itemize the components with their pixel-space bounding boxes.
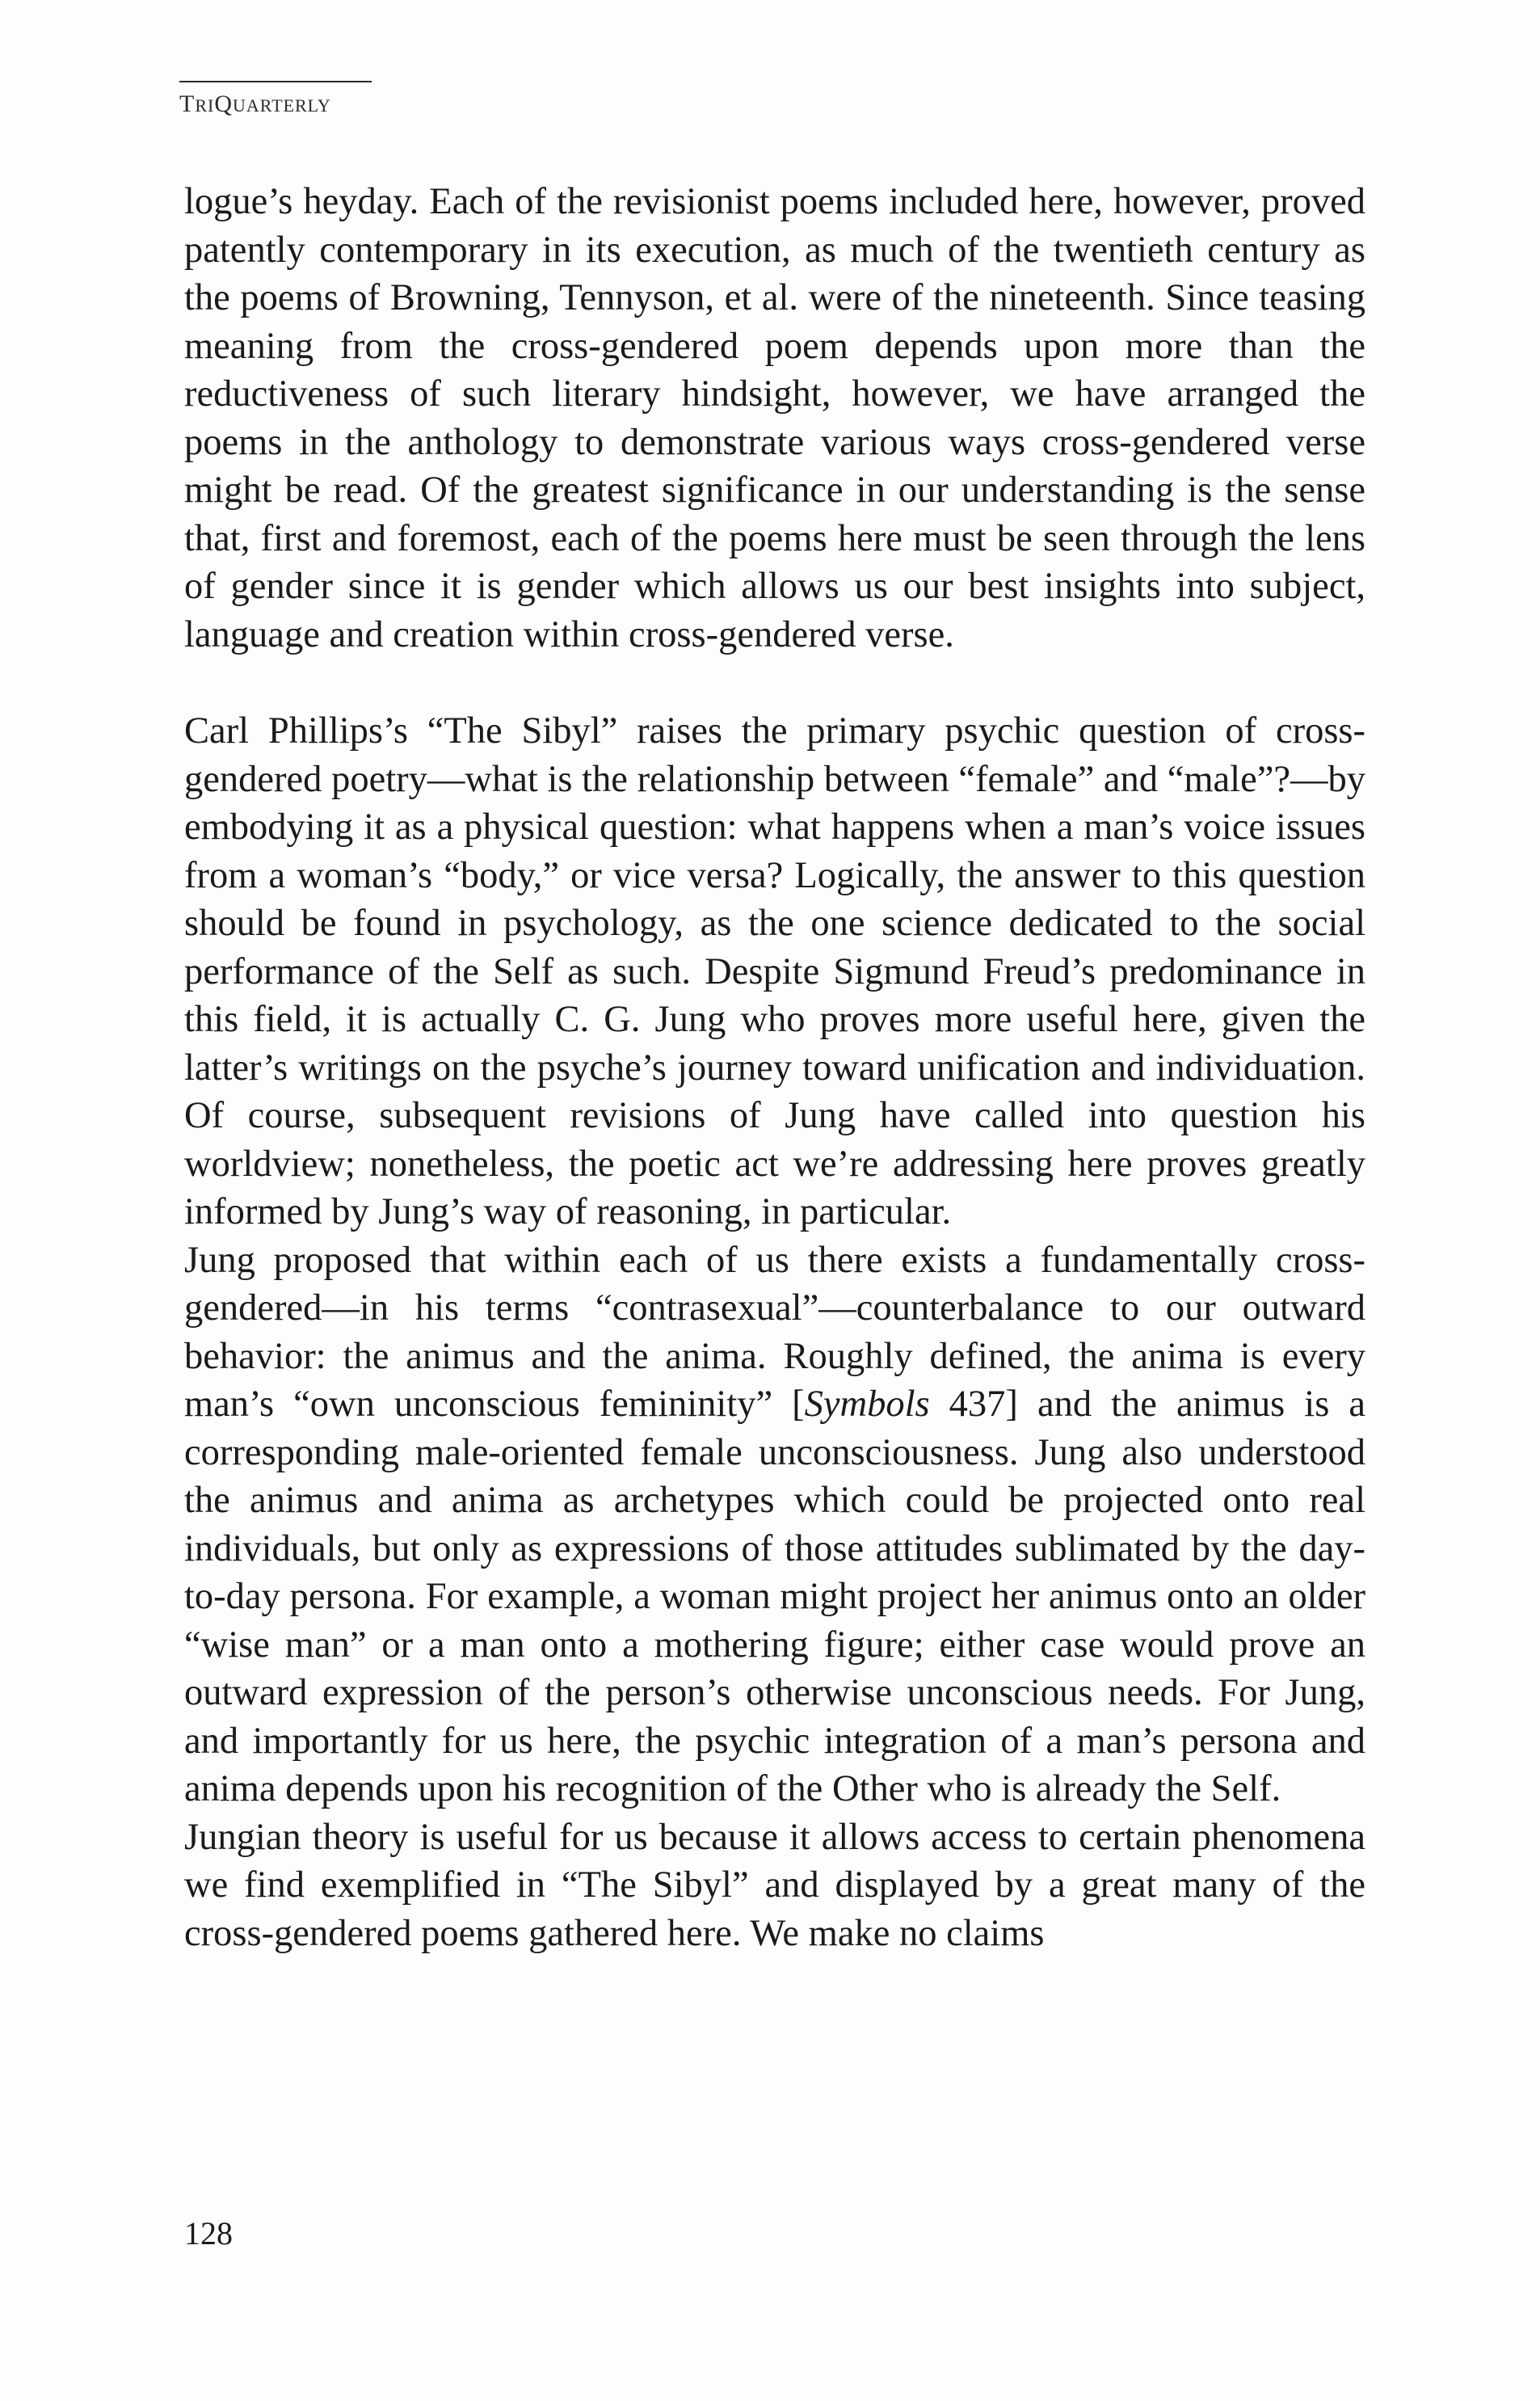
paragraph-jung [184, 1236, 1365, 1813]
paragraph-continued: logue’s heyday. Each of the revisionist poems included here, however, proved patently contemporary in its execution, as much of the twentieth century as the poems of Browning, Tennyson, et al. were of the nineteenth. Since teasing meaning from the cross-gendered poem depends upon more than the reductiveness of such literary hindsight, however, we have arranged the poems in the anthology to demonstrate various ways cross-gendered verse might be read. Of the greatest significance in our understanding is the sense that, first and foremost, each of the poems here must be seen through the lens of gender since it is gender which allows us our best insights into subject, language and creation within cross-gendered verse. [184, 181, 1365, 655]
running-head-smallcaps-1: RI [195, 95, 215, 116]
running-head [179, 81, 372, 118]
running-head-smallcaps-2: UARTERLY [233, 95, 331, 116]
running-head-cap-q: Q [214, 91, 233, 117]
page-number: 128 [184, 2215, 233, 2251]
paragraph-jungian-theory: Jungian theory is useful for us because it allows access to certain phenomena we find exemplified in “The Sibyl” and displayed by a great many of the cross-gendered poems gathered here. We make no claims [184, 1816, 1365, 1954]
paragraph-sibyl-intro: Carl Phillips’s “The Sibyl” raises the primary psychic question of cross-gendered poetry—what is the relationship between “female” and “male”?—by embodying it as a physical question: what happens when a man’s voice issues from a woman’s “body,” or vice versa? Logically, the answer to this question should be found in psychology, as the one science dedicated to the social performance of the Self as such. Despite Sigmund Freud’s predominance in this field, it is actually C. G. Jung who proves more useful here, given the latter’s writings on the psyche’s journey toward unification and individuation. Of course, subsequent revisions of Jung have called into question his worldview; nonetheless, the poetic act we’re addressing here proves greatly informed by Jung’s way of reasoning, in particular. [184, 710, 1365, 1232]
section-gap [184, 659, 1365, 707]
paragraph-jung-italic-title: Symbols [804, 1384, 930, 1425]
body-text [184, 178, 1365, 1957]
paragraph-jung-text-1: Jung proposed that within each of us there exists a fundamentally cross-gendered—in his terms “contrasexual”—counterbalance to our outward behavior: the animus and the anima. Roughly defined, the anima is every man’s “own unconscious femininity” [ [184, 1239, 1365, 1425]
paragraph-jung-text-2: 437] and the animus is a corresponding male-oriented female unconsciousness. Jung also understood the animus and anima as archetypes which could be projected onto real individuals, but only as expressions of those attitudes sublimated by the day-to-day persona. For example, a woman might project her animus onto an older “wise man” or a man onto a mothering figure; either case would prove an outward expression of the person’s otherwise unconscious needs. For Jung, and importantly for us here, the psychic integration of a man’s persona and anima depends upon his recognition of the Other who is already the Self. [184, 1384, 1365, 1809]
running-head-cap-t: T [179, 91, 196, 117]
